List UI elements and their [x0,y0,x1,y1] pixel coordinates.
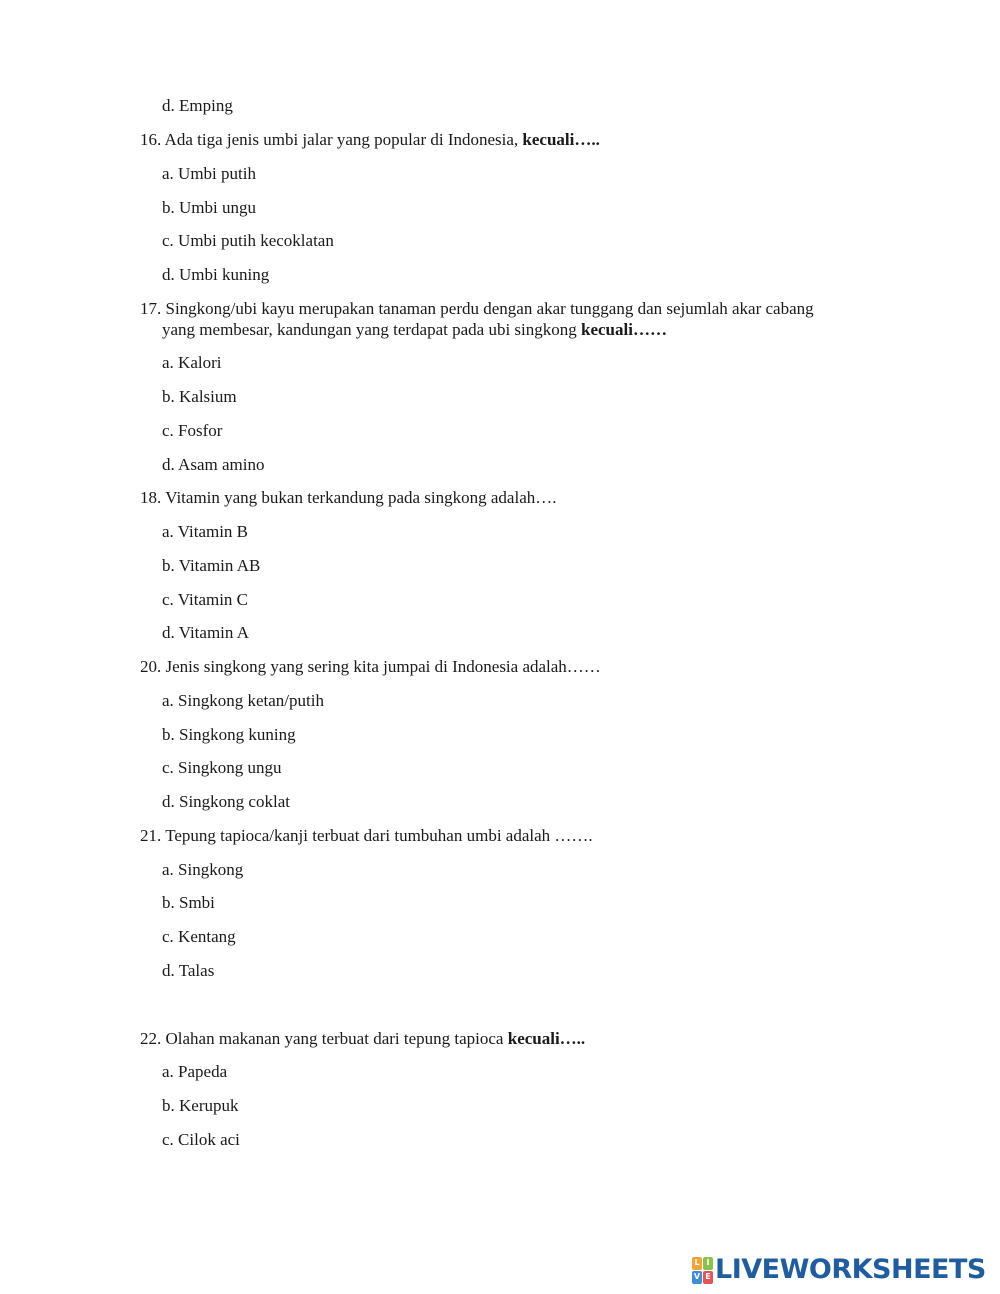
question-22-emphasis: kecuali….. [507,1029,586,1048]
q16-option-c: c. Umbi putih kecoklatan [162,231,334,250]
question-20: 20. Jenis singkong yang sering kita jumpai di Indonesia adalah…… [140,657,601,676]
question-16 [140,130,600,150]
question-16-emphasis: kecuali….. [522,130,600,149]
question-17-emphasis: kecuali…… [581,320,667,339]
question-17-text: yang membesar, kandungan yang terdapat pada ubi singkong [162,320,582,339]
q20-option-a: a. Singkong ketan/putih [162,691,324,710]
question-18: 18. Vitamin yang bukan terkandung pada singkong adalah…. [140,488,557,507]
question-16-text: 16. Ada tiga jenis umbi jalar yang popular di Indonesia, [140,130,523,149]
q18-option-d: d. Vitamin A [162,623,249,642]
q20-option-b: b. Singkong kuning [162,725,296,744]
q17-option-b: b. Kalsium [162,387,237,406]
q16-option-a: a. Umbi putih [162,164,256,183]
q21-option-c: c. Kentang [162,927,236,946]
liveworksheets-logo [692,1255,986,1285]
q21-option-d: d. Talas [162,961,215,980]
q20-option-d: d. Singkong coklat [162,792,290,811]
logo-badge-letter: E [703,1271,713,1284]
q17-option-d: d. Asam amino [162,455,265,474]
question-21: 21. Tepung tapioca/kanji terbuat dari tumbuhan umbi adalah ……. [140,826,593,845]
logo-badge-letter: L [692,1257,702,1270]
question-22 [140,1029,585,1049]
question-17-line-2 [162,320,667,340]
q22-option-b: b. Kerupuk [162,1096,239,1115]
logo-badge-icon [692,1257,712,1283]
logo-badge-letter: I [703,1257,713,1270]
q17-option-c: c. Fosfor [162,421,223,440]
q21-option-a: a. Singkong [162,860,244,879]
q22-option-a: a. Papeda [162,1062,228,1081]
q21-option-b: b. Smbi [162,893,215,912]
logo-text: LIVEWORKSHEETS [715,1254,986,1285]
logo-badge-letter: V [692,1271,702,1284]
q18-option-c: c. Vitamin C [162,590,249,609]
q16-option-b: b. Umbi ungu [162,198,256,217]
question-17-line-1: 17. Singkong/ubi kayu merupakan tanaman perdu dengan akar tunggang dan sejumlah akar cabang [140,299,814,318]
q17-option-a: a. Kalori [162,353,222,372]
q20-option-c: c. Singkong ungu [162,758,282,777]
q22-option-c: c. Cilok aci [162,1130,240,1149]
question-22-text: 22. Olahan makanan yang terbuat dari tepung tapioca [140,1029,508,1048]
q15-option-d: d. Emping [162,96,233,115]
q18-option-a: a. Vitamin B [162,522,249,541]
q16-option-d: d. Umbi kuning [162,265,270,284]
q18-option-b: b. Vitamin AB [162,556,261,575]
